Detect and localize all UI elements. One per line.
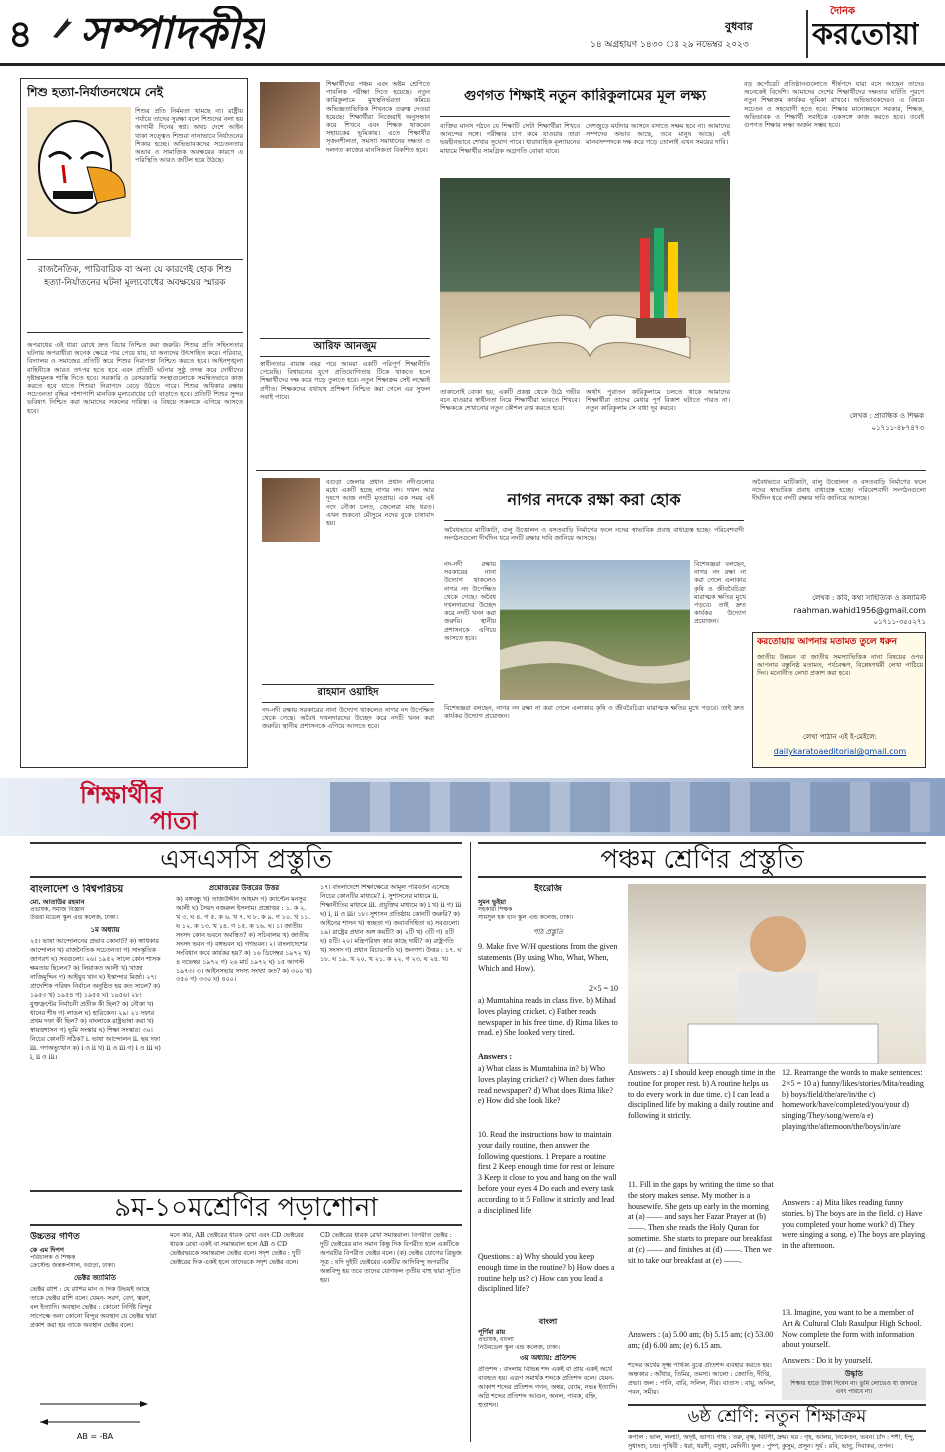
class5-answers-label: Answers : — [478, 1052, 512, 1061]
page-header — [0, 0, 945, 66]
class6-section-head: ৬ষ্ঠ শ্রেণি: নতুন শিক্ষাক্রম — [628, 1404, 926, 1432]
article-col: বিশেষজ্ঞরা বলছেন, নাগর নদ রক্ষা না করা গেলে এলাকার কৃষি ও জীববৈচিত্র্য মারাত্মক ক্ষতির মুখে পড়বে। তাই দ্রুত কার্যকর উদ্যোগ প্রয়োজন। — [444, 704, 744, 721]
quote-text: শিক্ষার হাতে টাকা দিবেন না। তুমি লোভেও যা জানতে এবং পারবে না। — [790, 1380, 918, 1395]
class5-school: সামসুল হক খান স্কুল এন্ড কলেজ, ঢাকা। — [478, 914, 574, 921]
editorial-intro: শিশুর প্রতি নির্মমতা থামছে না। রাষ্ট্রীয় পর্যায়ে তাদের সুরক্ষা বলে শিশুদের বলা হয় আগামী দিনের স্বপ্ন। অথচ দেশে আইন থাকা সত্ত্বেও শিশুরা নানাভাবে নির্যাতনের শিকার হচ্ছে। অভিভাবকদের সচেতনতার অভাব ও সামাজিক অবক্ষয়ের কারণে এ পরিস্থিতি আরও জটিল হয়ে উঠছে। — [135, 107, 243, 165]
weekday: বুধবার — [725, 20, 753, 33]
section-title: সম্পাদকীয় — [80, 8, 266, 59]
author-byline: রাহমান ওয়াহিদ — [262, 684, 434, 703]
class5-question: 13. Imagine, you want to be a member of Art & Cultural Club Rasulpur High School. Now complete the form with information about yourself. — [782, 1308, 922, 1350]
ssc-answers-head: প্রশ্নোত্তরের উত্তরের উত্তর — [208, 884, 280, 892]
pull-quote: রাজনৈতিক, পারিবারিক বা অন্য যে কারণেই হোক শিশু হত্যা-নির্যাতনের ঘটনা মূল্যবোধের অবক্ষয়ের স্মারক — [27, 259, 243, 333]
author-note: লেখক : কবি, কথা সাহিত্যিক ও কলামিস্ট — [812, 594, 926, 602]
student-page-banner — [0, 778, 945, 836]
class6-school: নিউমডেল স্কুল এন্ড কলেজ, ঢাকা। — [478, 1344, 560, 1351]
banner-title-line1: শিক্ষার্থীর — [80, 780, 164, 809]
books-photo — [440, 178, 730, 383]
masthead-prefix: দৈনিক — [830, 6, 856, 17]
class6-subject: বাংলা — [538, 1316, 558, 1326]
article-col: বগুড়া জেলার প্রধান প্রধান নদীগুলোর মধ্যে একটি হচ্ছে নাগর নদ। দখল আর দূষণে আজ নদটি মৃতপ্রায়। এক সময় এই নদে নৌকা চলত, জেলেরা মাছ ধরত। এখন শুকনো মৌসুমে নদের বুকে চাষাবাদ হয়। — [326, 478, 434, 527]
class5-answers: Answers : a) I should keep enough time in the routine for proper rest. b) A routine helps us to do every work in due time. c) I can lead a disciplined life by making a daily routine and following it strictly. — [628, 1068, 776, 1121]
header-divider — [806, 10, 808, 58]
article-col: অবৈধভাবে মাটিকাটা, বালু উত্তোলন ও বসতবাড়ি নির্মাণের ফলে নদের স্বাভাবিক প্রবাহ বাধাগ্রস্ত হচ্ছে। পরিবেশবাদী সংগঠনগুলো দীর্ঘদিন ধরে নদটি রক্ষার দাবি জানিয়ে আসছে। — [444, 526, 744, 543]
ssc-subject: বাংলাদেশ ও বিশ্বপরিচয় — [30, 884, 124, 895]
class5-question: 12. Rearrange the words to make sentences: 2×5 = 10 a) funny/likes/stories/Mita/reading b) boys/field/the/are/in/the c) homework/have/completed/you/your d) singing/They/song/were/a e) playing/the/afternoon/the/boys/in/are — [782, 1068, 924, 1131]
page-number: ৪ — [8, 11, 33, 56]
class5-marks: 2×5 = 10 — [588, 984, 618, 993]
article-title: গুণগত শিক্ষাই নতুন কারিকুলামের মূল লক্ষ্য — [463, 88, 707, 104]
class5-question: 9. Make five W/H questions from the given statements (By using Who, What, When, Which and How). — [478, 942, 618, 973]
editorial-title: শিশু হত্যা-নির্যাতনথেমে নেই — [27, 85, 163, 99]
pen-nib-icon — [50, 14, 76, 40]
masthead: করতোয়া — [812, 17, 920, 52]
article-col: তাকানোই বোকা হয়, একটি প্রকল্প থেকে উঠে গভীর বনে যাওয়ার স্বাধীনতা নিয়ে শিক্ষার্থীরা ভাবতে শিখবে। শিক্ষককে শেখানোর নতুন কৌশল রপ্ত করতে হবে। — [440, 388, 580, 413]
class5-teacher: সুমন ভুইয়া — [478, 898, 506, 906]
ssc-designation: প্রভাষক, সমাজ বিজ্ঞান — [30, 906, 85, 913]
class5-items: a) Mumtahina reads in class five. b) Mihad loves playing cricket. c) Father reads newspaper in his free time. d) Rima likes to read. e) She looked very tired. — [478, 996, 618, 1038]
vector-diagram — [30, 1392, 160, 1432]
column-divider — [470, 842, 471, 1442]
section-rule — [256, 470, 926, 471]
class910-text: মনে করি, AB ভেক্টরের ধারক রেখা এবং CD ভেক্টরের ধারক রেখা একই বা সমান্তরাল হলে AB ও CD ভেক্টরদ্বয়কে সমান্তরাল ভেক্টর বলে। সদৃশ ভেক্টর : দুটি ভেক্টরের দিক একই হলে তাদেরকে সদৃশ ভেক্টর বলে। — [170, 1232, 304, 1266]
class910-designation: পরিচালক ও শিক্ষক — [30, 1254, 76, 1261]
ssc-questions: ক) বঙ্গবন্ধু খ) তাজউদ্দীন আহমদ গ) ক্যাপ্টেন মনসুর আলী ঘ) সৈয়দ নজরুল ইসলাম। প্রশ্নোত্তর : ১. ক ২. খ ৩. ঘ ৪. গ ৫. ক ৬. খ ৭. ঘ ৮. ক ৯. গ ১০. খ ১১. ঘ ১২. ক ১৩. খ ১৪. গ ১৫. ক ১৬. ঘ। ১। জাতীয় সংসদ কোন ভবনে অবস্থিত? ক) সচিবালয় খ) জাতীয় সংসদ ভবন গ) বঙ্গভবন ঘ) গণভবন। ২। বাংলাদেশের সংবিধান কবে কার্যকর হয়? ক) ১৬ ডিসেম্বর ১৯৭২ খ) ৪ নভেম্বর ১৯৭২ গ) ২৬ মার্চ ১৯৭২ ঘ) ১৫ আগস্ট ১৯৭৩। ৩। আইনসভার সদস্য সংখ্যা কত? ক) ৩০০ খ) ৩৫০ গ) ৩৩০ ঘ) ৪০০। — [176, 896, 312, 984]
ssc-teacher: মো. আতাউর রহমান — [30, 898, 85, 906]
class5-question: 10. Read the instructions how to maintain your daily routine, then answer the following questions. 1 Prepare a routine first 2 Keep enough time for rest or leisure 3 Keep it close to you and hang on the wall before your eyes 4 Do each and every task according to it 5 Follow it strictly and lead a disciplined life — [478, 1130, 617, 1215]
article-col: অবৈধভাবে মাটিকাটা, বালু উত্তোলন ও বসতবাড়ি নির্মাণের ফলে নদের স্বাভাবিক প্রবাহ বাধাগ্রস্ত হচ্ছে। পরিবেশবাদী সংগঠনগুলো দীর্ঘদিন ধরে নদটি রক্ষার দাবি জানিয়ে আসছে। — [752, 478, 926, 503]
author-email: raahman.wahid1956@gmail.com — [793, 606, 926, 615]
article-col: দেশজুড়ে মর্যাদার আসনে বসাতে সক্ষম হবে না। আমাদের সম্পদের অভাব আছে, তবে মানুষ আছে। এই মানবসম্পদকে দক্ষ করে গড়ে তোলাই এখন সময়ের দাবি। — [586, 122, 730, 147]
editorial-email-link[interactable]: dailykaratoaeditorial@gmail.com — [773, 747, 907, 756]
article-col: নদ-নদী রক্ষায় সরকারের নানা উদ্যোগ থাকলেও নাগর নদ উপেক্ষিত থেকে গেছে। অবৈধ দখলদারদের উচ্ছেদ করে নদটি খনন করা জরুরি। স্থানীয় প্রশাসনকে এগিয়ে আসতে হবে। — [444, 560, 496, 642]
article-title: নাগর নদকে রক্ষা করা হোক — [507, 490, 681, 509]
ssc-section-head: এসএসসি প্রস্তুতি — [30, 842, 462, 878]
student-writing-photo — [628, 884, 926, 1064]
class6-chapter: ৩য় অধ্যায়: প্রতিশব্দ — [519, 1354, 577, 1362]
ssc-questions: ২৫। ভাষা আন্দোলনের প্রভাব কোনটি? ক) স্বাধিকার আন্দোলন খ) রাজনৈতিক সচেতনতা গ) সাংস্কৃতিক জাগরণ ঘ) সবগুলো। ২৬। ১৯৫২ সালে কোন শাসক ক্ষমতায় ছিলেন? ক) লিয়াকত আলী খ) খাজা নাজিমুদ্দিন গ) আইয়ুব খান ঘ) ইস্কান্দার মির্জা। ২৭। প্রাদেশিক পরিষদ নির্বাচন অনুষ্ঠিত হয় কত সালে? ক) ১৯৫৩ খ) ১৯৫৪ গ) ১৯৫৫ ঘ) ১৯৫৬। ২৮। যুক্তফ্রন্টের নির্বাচনী প্রতীক কী ছিল? ক) নৌকা খ) ধানের শীষ গ) লাঙল ঘ) হারিকেন। ২৯। ২১ দফার প্রথম দফা কী ছিল? ক) বাংলাকে রাষ্ট্রভাষা করা খ) স্বায়ত্তশাসন গ) ভূমি সংস্কার ঘ) শিক্ষা সংস্কার। ৩০। নিচের কোনটি সঠিক? i. ভাষা আন্দোলন ii. ছয় দফা iii. গণঅভ্যুত্থান ক) i ও ii খ) ii ও iii গ) i ও iii ঘ) i, ii ও iii। — [30, 938, 161, 1062]
dateline: ১৪ অগ্রহায়ণ ১৪৩০ ঃ ২৯ নভেম্বর ২০২৩ — [590, 40, 749, 50]
call-box-body: জাতীয় উন্নয়ন বা জাতীয় সমস্যাভিত্তিক নানা বিষয়ের ওপর আপনার বস্তুনিষ্ঠ মতামত, পর্যবেক্ষণ, বিশ্লেষণধর্মী লেখা পাঠিয়ে দিন। মনোনীত লেখা প্রকাশ করা হবে। — [757, 653, 923, 678]
author-phone: ০১৭১১-৪৮৭৪৭৩ — [871, 424, 924, 432]
vector-formula: AB = -BA — [76, 1432, 114, 1441]
class5-designation: সহকারী শিক্ষক — [478, 906, 513, 913]
title-rule — [440, 116, 730, 117]
quote-head: উদ্ধৃতি — [845, 1370, 863, 1378]
class910-text: CD ভেক্টরের ধারক রেখা সমান্তরাল। বিপরীত ভেক্টর : দুটি ভেক্টরের মান সমান কিন্তু দিক বিপরীত হলে একটিকে অপরটির বিপরীত ভেক্টর বলে। (ক) ভেক্টর যোগের ত্রিভুজ সূত্র : যদি দুইটি ভেক্টরের একটির আদিবিন্দু অপরটির অন্তবিন্দু হয় তবে তাদের যোগফল তৃতীয় বাহু দ্বারা সূচিত হয়। — [320, 1232, 462, 1284]
editorial-body: অপরাধের এই ধারা রোধে দ্রুত বিচার নিশ্চিত করা জরুরি। শিশুর প্রতি সহিংসতার ঘটনায় অপরাধীরা অনেক ক্ষেত্রে পার পেয়ে যায়, যা অন্যদের উৎসাহিত করে। পরিবার, বিদ্যালয় ও সমাজের প্রতিটি স্তরে শিশুর নিরাপত্তা নিশ্চিত করতে হবে। আইনশৃঙ্খলা বাহিনীকে আরও তৎপর হতে হবে এবং প্রতিটি ঘটনার সুষ্ঠু তদন্ত করে দোষীদের দৃষ্টান্তমূলক শাস্তি দিতে হবে। সরকারি ও বেসরকারি সংস্থাগুলোকে সমন্বিতভাবে কাজ করতে হবে যাতে শিশুরা নিরাপদে বেড়ে উঠতে পারে। শিশুর অধিকার রক্ষায় সচেতনতা বৃদ্ধির পাশাপাশি মানবিক মূল্যবোধের চর্চা বাড়াতে হবে। প্রতিটি শিশুর সুন্দর ভবিষ্যৎ নিশ্চিত করা আমাদের সকলের দায়িত্ব। এ বিষয়ে সকলকে এগিয়ে আসতে হবে। — [27, 341, 243, 415]
class5-question: 11. Fill in the gaps by writing the time so that the story makes sense. My mother is a housewife. She gets up early in the morning at (a) —— and says her Fazar Prayer at (b) ——. Then she reads the Holy Quran for sometime. She starts to prepare our breakfast at (c) —— and finishes at (d) ——. Then we sit to take our breakfast at (e) ——. — [628, 1180, 774, 1265]
class910-section-head: ৯ম-১০মশ্রেণির পড়াশোনা — [30, 1190, 462, 1226]
ssc-questions: ১৭। বাংলাদেশে শিক্ষাক্ষেত্রে আমূল পরিবর্তন এসেছে নিচের কোনটির মাধ্যমে? i. সুশাসনের মাধ্যমে ii. শিক্ষানীতির মাধ্যমে iii. প্রযুক্তির মাধ্যমে ক) i খ) ii গ) iii ঘ) i, ii ও iii। ১৮। সুশাসন প্রতিষ্ঠায় কোনটি জরুরি? ক) আইনের শাসন খ) স্বচ্ছতা গ) জবাবদিহিতা ঘ) সবগুলো। ১৯। রাষ্ট্রের প্রধান অঙ্গ কয়টি? ক) ২টি খ) ৩টি গ) ৪টি ঘ) ৫টি। ২০। মন্ত্রিপরিষদ কার কাছে দায়ী? ক) রাষ্ট্রপতি খ) সংসদ গ) প্রধান বিচারপতি ঘ) জনগণ। উত্তর : ১৭. ঘ ১৮. ঘ ১৯. খ ২০. খ ২১. ক ২২. গ ২৩. ঘ ২৪. খ। — [320, 884, 462, 963]
river-photo — [500, 560, 690, 700]
quote-box — [782, 1368, 926, 1400]
editorial-box — [20, 78, 248, 768]
illustration — [27, 107, 131, 237]
class5-section-head: পঞ্চম শ্রেণির প্রস্তুতি — [478, 842, 926, 878]
article-col: শিক্ষার্থীদের পঞ্চম এবং অষ্টম শ্রেণিতে পাবলিক পরীক্ষা দিতে হয়েছে। নতুন কারিকুলামে মুখস্থনির্ভরতা কমিয়ে অভিজ্ঞতাভিত্তিক শিখনকে গুরুত্ব দেওয়া হয়েছে। শিক্ষার্থীরা নিজেরাই অনুসন্ধান করে শিখবে এবং শিক্ষক থাকবেন সহায়কের ভূমিকায়। এতে শিক্ষার্থীর সৃজনশীলতা, সমস্যা সমাধানের দক্ষতা ও দলগত কাজের মানসিকতা বিকশিত হবে। — [326, 80, 430, 154]
class6-text: শব্দের অর্থের সূক্ষ্ম পার্থক্য বুঝে প্রতিশব্দ ব্যবহার করতে হয়। অন্ধকার : আঁধার, তিমির, তমসা। আলো : জ্যোতি, দীপ্তি, প্রভা। জল : পানি, বারি, সলিল, নীর। বাতাস : বায়ু, অনিল, পবন, সমীর। — [628, 1362, 776, 1396]
class910-text: ভেক্টর রাশি : যে রাশির মান ও দিক উভয়ই আছে তাকে ভেক্টর রাশি বলে। যেমন- সরণ, বেগ, ত্বরণ, বল ইত্যাদি। অবস্থান ভেক্টর : কোনো নির্দিষ্ট বিন্দুর সাপেক্ষে অন্য কোনো বিন্দুর অবস্থান যে ভেক্টর দ্বারা প্রকাশ করা হয় তাকে অবস্থান ভেক্টর বলে। — [30, 1286, 157, 1329]
banner-title-line2: পাতা — [150, 806, 199, 835]
class6-block — [478, 1316, 618, 1442]
title-rule — [444, 520, 744, 521]
article-education — [256, 78, 734, 468]
class910-school: ক্রেস্টেন্ড জন্তকর্পসাল, বগুড়া, ঢাকা। — [30, 1262, 116, 1269]
author-phone: ০১৭১১-৩৫৫২৭১ — [873, 618, 926, 626]
author-byline: আরিফ আনজুম — [260, 338, 430, 357]
class5-answers: Answers : a) Mita likes reading funny stories. b) The boys are in the field. c) Have you completed your home work? d) They were singing a song. e) The boys are playing in the afternoon. — [782, 1198, 926, 1251]
ssc-school: উত্তরা মডেল স্কুল এন্ড কলেজ, ঢাকা। — [30, 914, 118, 921]
ssc-chapter: ১ম অধ্যায় — [90, 926, 120, 934]
class6-designation: প্রভাষক, বাংলা — [478, 1336, 514, 1343]
class5-lesson: পাঠ প্রস্তুতি — [532, 928, 564, 936]
article-col: বিশেষজ্ঞরা বলছেন, নাগর নদ রক্ষা না করা গেলে এলাকার কৃষি ও জীববৈচিত্র্য মারাত্মক ক্ষতির মুখে পড়বে। তাই দ্রুত কার্যকর উদ্যোগ প্রয়োজন। — [694, 560, 746, 626]
class6-teacher: পূর্ণিমা রায় — [478, 1328, 506, 1336]
class6-text: কপাল : ভাল, ললাট, অদৃষ্ট, ভাগ্য। গাছ : তরু, বৃক্ষ, বিটপী, দ্রুম। ঘর : গৃহ, আলয়, নিকেতন, ভবন। চাঁদ : শশী, ইন্দু, সুধাংশু, চন্দ্র। পৃথিবী : ধরা, ধরণী, বসুধা, মেদিনী। ফুল : পুষ্প, কুসুম, প্রসূন। সূর্য : রবি, ভানু, দিবাকর, তপন। — [628, 1434, 915, 1450]
class910-topic: ভেক্টর জ্যামিতি — [73, 1274, 117, 1282]
article-col: অর্থাৎ পুরাতন কারিকুলামে চলতে থাকে আমাদের শিক্ষার্থীরা তাদের মেধার পূর্ণ বিকাশ ঘটাতে পারত না। নতুন কারিকুলাম সে বাধা দূর করবে। — [586, 388, 730, 413]
author-note: লেখক : প্রাবন্ধিক ও শিক্ষক — [849, 412, 924, 420]
class6-text: প্রতিশব্দ : বাংলায় বিভিন্ন শব্দ একই বা প্রায় একই অর্থে ব্যবহৃত হয়। এরূপ সমার্থক শব্দকে প্রতিশব্দ বলে। যেমন- আকাশ শব্দের প্রতিশব্দ গগন, অম্বর, ব্যোম, নভঃ ইত্যাদি। অগ্নি শব্দের প্রতিশব্দ আগুন, অনল, পাবক, বহ্নি, হুতাশন। — [478, 1366, 618, 1409]
class910-teacher: কে এম দিপণ — [30, 1246, 64, 1254]
author-photo — [262, 478, 320, 542]
class5-question: Questions : a) Why should you keep enough time in the routine? b) How does a routine help us? c) How can you lead a disciplined life? — [478, 1252, 615, 1294]
article-col: বড় কর্পোরেট প্রতিষ্ঠানগুলোতে শীর্ষপদে যারা বসে আছেন তাদের অনেকেই বিদেশি। আমাদের দেশের শিক্ষার্থীদের দক্ষতার ঘাটতি পূরণে নতুন শিক্ষাক্রম কার্যকর ভূমিকা রাখবে। অভিভাবকদেরও এ বিষয়ে সচেতন ও সহযোগী হতে হবে। শিক্ষার মানোন্নয়নে সরকার, শিক্ষক, অভিভাবক ও শিক্ষার্থী সবাইকে একসঙ্গে কাজ করতে হবে। তবেই গুণগত শিক্ষার লক্ষ্য অর্জন সম্ভব হবে। — [744, 80, 924, 129]
class5-answers: Answers : Do it by yourself. — [782, 1356, 873, 1365]
article-col: স্বাধীনতার বায়ান্ন বছর পরে আমরা একটি পরিপূর্ণ শিক্ষানীতি পেয়েছি। বিশ্বায়নের যুগে প্রতিযোগিতায় টিকে থাকতে হলে শিক্ষার্থীদের দক্ষ করে গড়ে তুলতে হবে। নতুন শিক্ষাক্রম সেই লক্ষ্যেই প্রণীত। শিক্ষকদের যথাযথ প্রশিক্ষণ নিশ্চিত করা গেলে এর সুফল সবাই পাবে। — [260, 360, 430, 401]
opinion-call-box — [752, 632, 926, 768]
students-photo — [330, 782, 930, 832]
call-box-send: লেখা পাঠান এই ই-মেইলে: — [803, 733, 877, 741]
call-box-title: করতোয়ায় আপনার মতামত তুলে ধরুন — [757, 637, 898, 647]
author-photo — [260, 82, 320, 148]
class5-answers: Answers : (a) 5.00 am; (b) 5.15 am; (c) 53.00 am; (d) 6.00 am; (e) 6.15 am. — [628, 1330, 774, 1350]
class5-answers: a) What class is Mumtahina in? b) Who loves playing cricket? c) When does father read newspaper? d) What does Rima like? e) How did she look like? — [478, 1064, 615, 1106]
class910-subject: উচ্চতর গণিত — [30, 1232, 80, 1242]
article-col: নদ-নদী রক্ষায় সরকারের নানা উদ্যোগ থাকলেও নাগর নদ উপেক্ষিত থেকে গেছে। অবৈধ দখলদারদের উচ্ছেদ করে নদটি খনন করা জরুরি। স্থানীয় প্রশাসনকে এগিয়ে আসতে হবে। — [262, 706, 434, 731]
class5-subject: ইংরেজি — [534, 884, 562, 894]
article-col: ব্যক্তির মানস গঠনে যে শিক্ষাটি সেটা শিক্ষার্থীরা শিখবে আনন্দের সঙ্গে। পরীক্ষার চাপ কমে যাওয়ায় তারা ভয়হীনভাবে শেখার সুযোগ পাবে। ধারাবাহিক মূল্যায়নের মাধ্যমে শিক্ষার্থীর সামগ্রিক অগ্রগতি বোঝা যাবে। — [440, 122, 580, 155]
